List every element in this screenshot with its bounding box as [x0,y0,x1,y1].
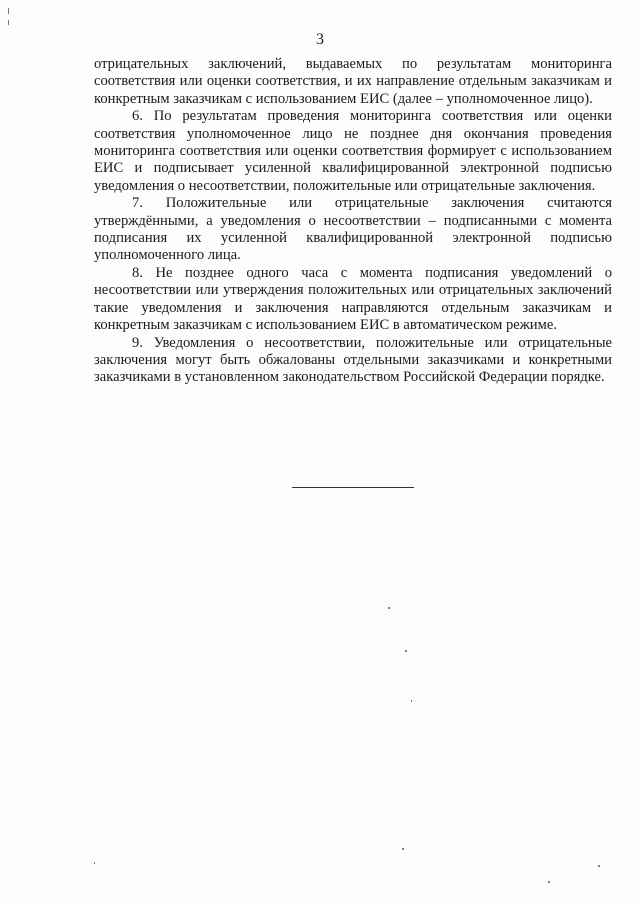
document-body [94,56,612,387]
scan-speck [598,865,600,867]
scan-mark [8,8,9,14]
scan-speck [405,650,407,652]
paragraph-8: 8. Не позднее одного часа с момента подписания уведомлений о несоответствии или утверждения положительных или отрицательных заключений такие уведомления и заключения направляются отдельным заказчикам и конкретным заказчикам с использованием ЕИС в автоматическом режиме. [94,264,612,334]
paragraph-continuation: отрицательных заключений, выдаваемых по результатам мониторинга соответствия или оценки соответствия, и их направление отдельным заказчикам и конкретным заказчикам с использованием ЕИС (далее – уполномоченное лицо). [94,56,612,107]
paragraph-7: 7. Положительные или отрицательные заключения считаются утверждёнными, а уведомления о несоответствии – подписанными с момента подписания их усиленной квалифицированной электронной подписью уполномоченного лица. [94,195,612,264]
scan-speck [411,700,412,702]
end-of-text-rule [292,487,414,488]
scan-speck [402,848,404,850]
scan-speck [94,862,95,864]
scan-speck [388,607,390,609]
paragraph-9: 9. Уведомления о несоответствии, положительные или отрицательные заключения могут быть обжалованы отдельными заказчиками и конкретными заказчиками в установленном законодательством Российской Федерации порядке. [94,334,612,386]
paragraph-6: 6. По результатам проведения мониторинга соответствия или оценки соответствия уполномоченное лицо не позднее дня окончания проведения мониторинга соответствия или оценки соответствия формирует с использованием ЕИС и подписывает усиленной квалифицированной электронной подписью уведомления о несоответствии, положительные или отрицательные заключения. [94,108,612,194]
page-number: 3 [316,31,324,48]
scan-speck [548,881,550,883]
scan-mark [8,20,9,25]
